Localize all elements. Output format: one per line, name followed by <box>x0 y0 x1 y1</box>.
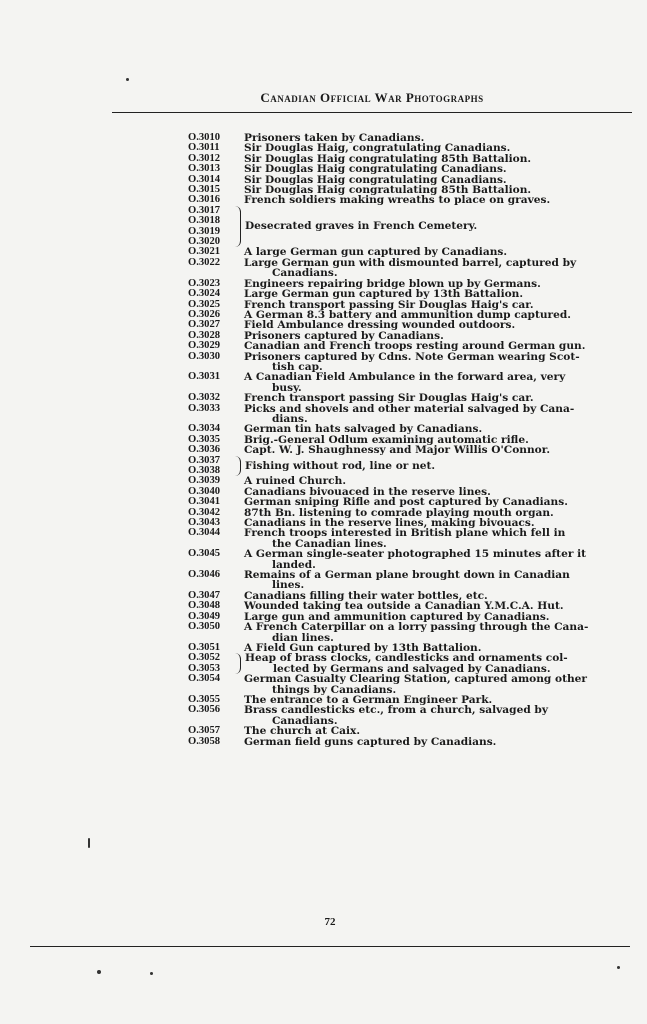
caption-text: Sir Douglas Haig, congratulating Canadians. <box>244 142 511 155</box>
list-item <box>188 549 618 570</box>
photo-number-group <box>188 653 232 674</box>
photo-caption <box>240 372 618 393</box>
photo-number: O.3045 <box>188 548 221 560</box>
photo-number: O.3052 <box>188 652 221 664</box>
photo-number: O.3027 <box>188 319 221 331</box>
caption-text: A German 8.3 battery and ammunition dump captured. <box>244 308 571 321</box>
photo-number: O.3055 <box>188 693 221 705</box>
caption-text: Large gun and ammunition captured by Canadians. <box>244 610 550 623</box>
caption-text: The entrance to a German Engineer Park. <box>244 693 493 706</box>
photo-number: O.3022 <box>188 256 221 268</box>
caption-text: German Casualty Clearing Station, captured among other <box>244 673 588 686</box>
caption-text: Canadians filling their water bottles, etc. <box>244 589 488 602</box>
caption-continuation: landed. <box>272 558 316 571</box>
caption-continuation: things by Canadians. <box>272 683 397 696</box>
list-item <box>188 705 618 726</box>
photo-caption <box>240 705 618 726</box>
caption-text: Sir Douglas Haig congratulating Canadians. <box>244 163 507 176</box>
caption-text: Canadians in the reserve lines, making bivouacs. <box>244 517 535 530</box>
caption-text: Sir Douglas Haig congratulating Canadians. <box>244 173 507 186</box>
photo-caption <box>245 653 618 674</box>
caption-continuation: tish cap. <box>272 360 323 373</box>
photo-number: O.3029 <box>188 340 221 352</box>
photo-number: O.3026 <box>188 308 221 320</box>
caption-text: Engineers repairing bridge blown up by Germans. <box>244 277 541 290</box>
photo-caption <box>240 352 618 373</box>
photo-number: O.3018 <box>188 215 221 227</box>
photo-number: O.3047 <box>188 589 221 601</box>
scan-speck <box>126 78 129 81</box>
caption-block <box>245 221 477 231</box>
photo-number: O.3038 <box>188 465 221 476</box>
list-item <box>188 674 618 695</box>
photo-caption <box>240 737 618 747</box>
photo-number: O.3051 <box>188 641 221 653</box>
photo-number: O.3042 <box>188 506 221 518</box>
caption-text: Prisoners captured by Canadians. <box>244 329 444 342</box>
caption-text: Remains of a German plane brought down in Canadian <box>244 569 570 582</box>
caption-text: Heap of brass clocks, candlesticks and ornaments col- <box>245 652 568 665</box>
photo-number: O.3046 <box>188 569 221 581</box>
caption-text: Prisoners captured by Cdns. Note German wearing Scot- <box>244 350 580 363</box>
photo-caption <box>245 206 618 248</box>
photo-number: O.3048 <box>188 600 221 612</box>
caption-text: 87th Bn. listening to comrade playing mouth organ. <box>244 506 554 519</box>
caption-block <box>245 653 568 674</box>
scan-speck <box>97 970 101 974</box>
caption-text: A large German gun captured by Canadians. <box>244 246 508 259</box>
caption-block <box>245 461 435 471</box>
caption-text: Fishing without rod, line or net. <box>245 459 436 472</box>
scan-speck <box>150 972 153 975</box>
list-item <box>188 258 618 279</box>
caption-text: Picks and shovels and other material salvaged by Cana- <box>244 402 575 415</box>
caption-text: German tin hats salvaged by Canadians. <box>244 423 483 436</box>
grouped-list-item <box>188 456 618 477</box>
photo-number-group <box>188 206 232 248</box>
header-rule <box>112 112 632 113</box>
list-item <box>188 195 618 205</box>
caption-continuation: busy. <box>272 381 302 394</box>
caption-text: Large German gun captured by 13th Battalion. <box>244 288 524 301</box>
caption-text: Prisoners taken by Canadians. <box>244 132 425 144</box>
caption-continuation: lected by Germans and salvaged by Canadians. <box>273 662 551 675</box>
caption-continuation: dians. <box>272 412 308 425</box>
photo-number: O.3044 <box>188 527 221 539</box>
photo-number: O.3010 <box>188 132 221 143</box>
photo-number: O.3054 <box>188 673 221 685</box>
photo-number: O.3024 <box>188 288 221 300</box>
list-item <box>188 352 618 373</box>
photo-number: O.3033 <box>188 402 221 414</box>
photo-caption <box>240 549 618 570</box>
caption-text: Brass candlesticks etc., from a church, salvaged by <box>244 704 548 717</box>
caption-text: Sir Douglas Haig congratulating 85th Battalion. <box>244 152 532 165</box>
photo-number: O.3049 <box>188 610 221 622</box>
photograph-list <box>188 133 618 747</box>
page-header: Canadian Official War Photographs <box>260 90 484 105</box>
group-brace <box>232 206 241 248</box>
scan-speck <box>617 966 620 969</box>
photo-number: O.3036 <box>188 444 221 456</box>
photo-caption <box>240 528 618 549</box>
photo-number: O.3053 <box>188 662 221 674</box>
photo-caption <box>240 404 618 425</box>
list-item <box>188 445 618 455</box>
caption-text: Canadians bivouaced in the reserve lines. <box>244 485 491 498</box>
caption-continuation: dian lines. <box>272 631 334 644</box>
caption-text: Desecrated graves in French Cemetery. <box>245 220 478 233</box>
caption-text: German sniping Rifle and post captured by Canadians. <box>244 496 568 509</box>
caption-text: French transport passing Sir Douglas Haig's car. <box>244 392 534 405</box>
caption-continuation: the Canadian lines. <box>272 537 387 550</box>
photo-number: O.3011 <box>188 142 220 154</box>
photo-caption <box>240 570 618 591</box>
photo-number: O.3015 <box>188 184 221 196</box>
caption-text: A ruined Church. <box>244 475 347 488</box>
caption-text: The church at Caix. <box>244 725 361 738</box>
photo-number: O.3039 <box>188 475 221 487</box>
footer-rule <box>30 946 630 947</box>
caption-text: Brig.-General Odlum examining automatic rifle. <box>244 433 529 446</box>
caption-text: A Field Gun captured by 13th Battalion. <box>244 641 482 654</box>
photo-number: O.3017 <box>188 204 221 216</box>
list-item <box>188 622 618 643</box>
photo-number: O.3057 <box>188 725 221 737</box>
caption-text: French soldiers making wreaths to place on graves. <box>244 194 551 207</box>
photo-number: O.3041 <box>188 496 221 508</box>
photo-number: O.3030 <box>188 350 221 362</box>
group-brace <box>232 456 241 477</box>
photo-number: O.3035 <box>188 433 221 445</box>
photo-number: O.3058 <box>188 735 221 747</box>
photo-number: O.3028 <box>188 329 221 341</box>
caption-text: A German single-seater photographed 15 minutes after it <box>244 548 587 561</box>
grouped-list-item <box>188 653 618 674</box>
group-brace <box>232 653 241 674</box>
photo-number: O.3043 <box>188 517 221 529</box>
caption-text: Field Ambulance dressing wounded outdoors. <box>244 319 516 332</box>
caption-text: Large German gun with dismounted barrel, captured by <box>244 256 577 269</box>
photo-number: O.3025 <box>188 298 221 310</box>
caption-continuation: Canadians. <box>272 267 338 280</box>
photo-number-group <box>188 456 232 477</box>
photo-number: O.3040 <box>188 485 221 497</box>
photo-number: O.3019 <box>188 225 221 237</box>
photo-number: O.3013 <box>188 163 221 175</box>
scan-speck <box>88 838 90 848</box>
photo-caption <box>240 445 618 455</box>
photo-caption <box>240 195 618 205</box>
caption-text: German field guns captured by Canadians. <box>244 735 497 748</box>
photo-number: O.3016 <box>188 194 221 206</box>
list-item <box>188 528 618 549</box>
page-number: 72 <box>324 916 336 928</box>
caption-text: Wounded taking tea outside a Canadian Y.M.C.A. Hut. <box>244 600 564 613</box>
photo-caption <box>245 456 618 477</box>
photo-number: O.3056 <box>188 704 221 716</box>
caption-continuation: lines. <box>272 579 305 592</box>
photo-number: O.3032 <box>188 392 221 404</box>
caption-text: A Canadian Field Ambulance in the forward area, very <box>244 371 566 384</box>
grouped-list-item <box>188 206 618 248</box>
photo-number: O.3012 <box>188 152 221 164</box>
caption-text: French transport passing Sir Douglas Haig's car. <box>244 298 534 311</box>
list-item <box>188 372 618 393</box>
photo-number: O.3020 <box>188 236 221 248</box>
photo-number: O.3034 <box>188 423 221 435</box>
photo-number: O.3014 <box>188 173 221 185</box>
list-item <box>188 570 618 591</box>
photo-number: O.3031 <box>188 371 221 383</box>
photo-caption <box>240 674 618 695</box>
photo-number: O.3021 <box>188 246 221 258</box>
list-item <box>188 737 618 747</box>
photo-number: O.3037 <box>188 454 221 466</box>
photo-caption <box>240 258 618 279</box>
caption-text: A French Caterpillar on a lorry passing through the Cana- <box>244 621 589 634</box>
photo-number: O.3050 <box>188 621 221 633</box>
caption-text: French troops interested in British plane which fell in <box>244 527 566 540</box>
list-item <box>188 404 618 425</box>
caption-continuation: Canadians. <box>272 714 338 727</box>
photo-number: O.3023 <box>188 277 221 289</box>
caption-text: Capt. W. J. Shaughnessy and Major Willis O'Connor. <box>244 444 551 457</box>
photo-caption <box>240 622 618 643</box>
caption-text: Sir Douglas Haig congratulating 85th Battalion. <box>244 184 532 197</box>
caption-text: Canadian and French troops resting around German gun. <box>244 340 586 353</box>
